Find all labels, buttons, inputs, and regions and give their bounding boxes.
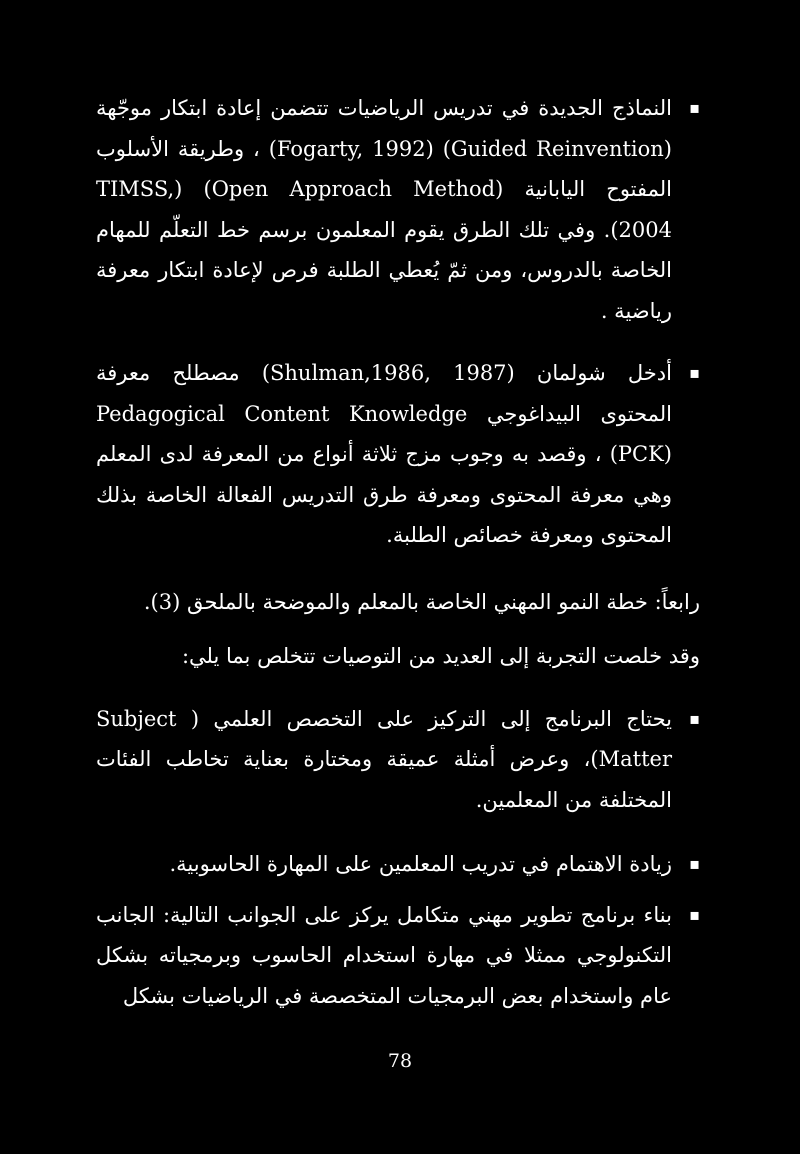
bullet-paragraph-pck: ▪ أدخل شولمان (Shulman,1986, 1987) مصطلح معرفة المحتوى البيداغوجي Pedagogical Content Knowledge (PCK) ، وقصد به وجوب مزج ثلاثة أنواع من المعرفة لدى المعلم وهي معرفة المحتوى ومعرفة طرق التدريس الفعالة الخاصة بذلك المحتوى ومعرفة خصائص الطلبة. — [96, 353, 700, 556]
section-heading-professional-growth: رابعاً: خطة النمو المهني الخاصة بالمعلم والموضحة بالملحق (3). — [143, 589, 700, 614]
page-body — [96, 88, 700, 1016]
bullet-recommendation-computer-skills: ▪ زيادة الاهتمام في تدريب المعلمين على المهارة الحاسوبية. — [96, 844, 700, 885]
bullet-recommendation-program: ▪ بناء برنامج تطوير مهني متكامل يركز على الجوانب التالية: الجانب التكنولوجي ممثلا في مهارة استخدام الحاسوب وبرمجياته بشكل عام واستخدام بعض البرمجيات المتخصصة في الرياضيات بشكل — [96, 895, 700, 1017]
bullet-paragraph-reinvention: ▪ النماذج الجديدة في تدريس الرياضيات تتضمن إعادة ابتكار موجّهة (Guided Reinvention) (Fogarty, 1992) ، وطريقة الأسلوب المفتوح اليابانية (Open Approach Method) (TIMSS, 2004). وفي تلك الطرق يقوم المعلمون برسم خط التعلّم للمهام الخاصة بالدروس، ومن ثمّ يُعطي الطلبة فرص لإعادة ابتكار معرفة رياضية . — [96, 88, 700, 331]
recommendations-intro: وقد خلصت التجربة إلى العديد من التوصيات تتخلص بما يلي: — [181, 644, 700, 668]
bullet-recommendation-subject-matter: ▪ يحتاج البرنامج إلى التركيز على التخصص العلمي ( Subject Matter)، وعرض أمثلة عميقة ومختارة بعناية تخاطب الفئات المختلفة من المعلمين. — [96, 699, 700, 821]
page-number: 78 — [387, 1050, 413, 1072]
